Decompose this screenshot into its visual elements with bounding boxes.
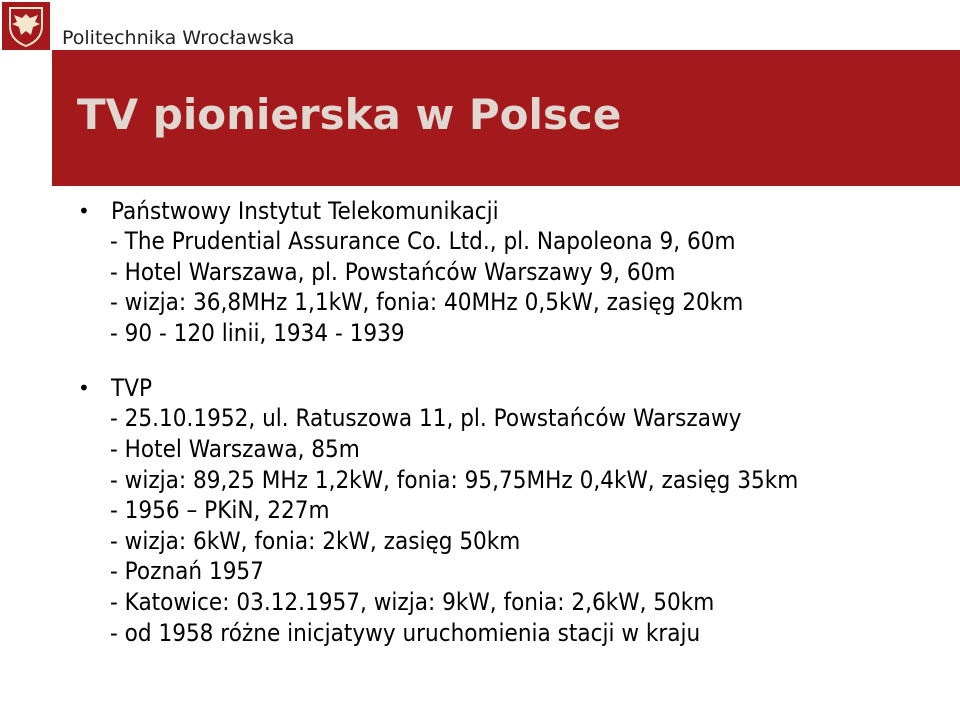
header-bar — [0, 0, 960, 50]
list-item: - Katowice: 03.12.1957, wizja: 9kW, fonia: 2,6kW, 50km — [110, 587, 715, 616]
list-item: - 90 - 120 linii, 1934 - 1939 — [110, 318, 405, 347]
list-item: - od 1958 różne inicjatywy uruchomienia stacji w kraju — [110, 618, 701, 647]
list-item: - Poznań 1957 — [110, 557, 264, 586]
organization-name: Politechnika Wrocławska — [62, 27, 295, 49]
bullet-sub-lines — [110, 226, 948, 348]
bullet-heading: Państwowy Instytut Telekomunikacji — [111, 197, 499, 225]
list-item: - Hotel Warszawa, pl. Powstańców Warszawy 9, 60m — [110, 257, 676, 286]
list-item: - 1956 – PKiN, 227m — [110, 496, 330, 525]
bullet-sub-lines — [110, 403, 948, 648]
bullet-dot-icon: • — [78, 199, 90, 223]
list-item: - Hotel Warszawa, 85m — [110, 434, 360, 463]
list-item: - The Prudential Assurance Co. Ltd., pl. Napoleona 9, 60m — [110, 227, 736, 255]
list-item: - wizja: 89,25 MHz 1,2kW, fonia: 95,75MHz 0,4kW, zasięg 35km — [110, 465, 799, 494]
slide-content — [78, 196, 948, 648]
list-item: - wizja: 6kW, fonia: 2kW, zasięg 50km — [110, 526, 521, 555]
bullet-heading: TVP — [111, 374, 153, 403]
list-item: - wizja: 36,8MHz 1,1kW, fonia: 40MHz 0,5kW, zasięg 20km — [110, 288, 744, 317]
bullet-dot-icon: • — [78, 376, 90, 401]
eagle-shield-icon — [2, 2, 50, 50]
title-band — [52, 50, 960, 186]
bullet-pit — [78, 196, 948, 348]
list-item: - 25.10.1952, ul. Ratuszowa 11, pl. Powstańców Warszawy — [110, 404, 742, 433]
slide-title: TV pionierska w Polsce — [77, 90, 622, 139]
bullet-tvp — [78, 373, 948, 648]
